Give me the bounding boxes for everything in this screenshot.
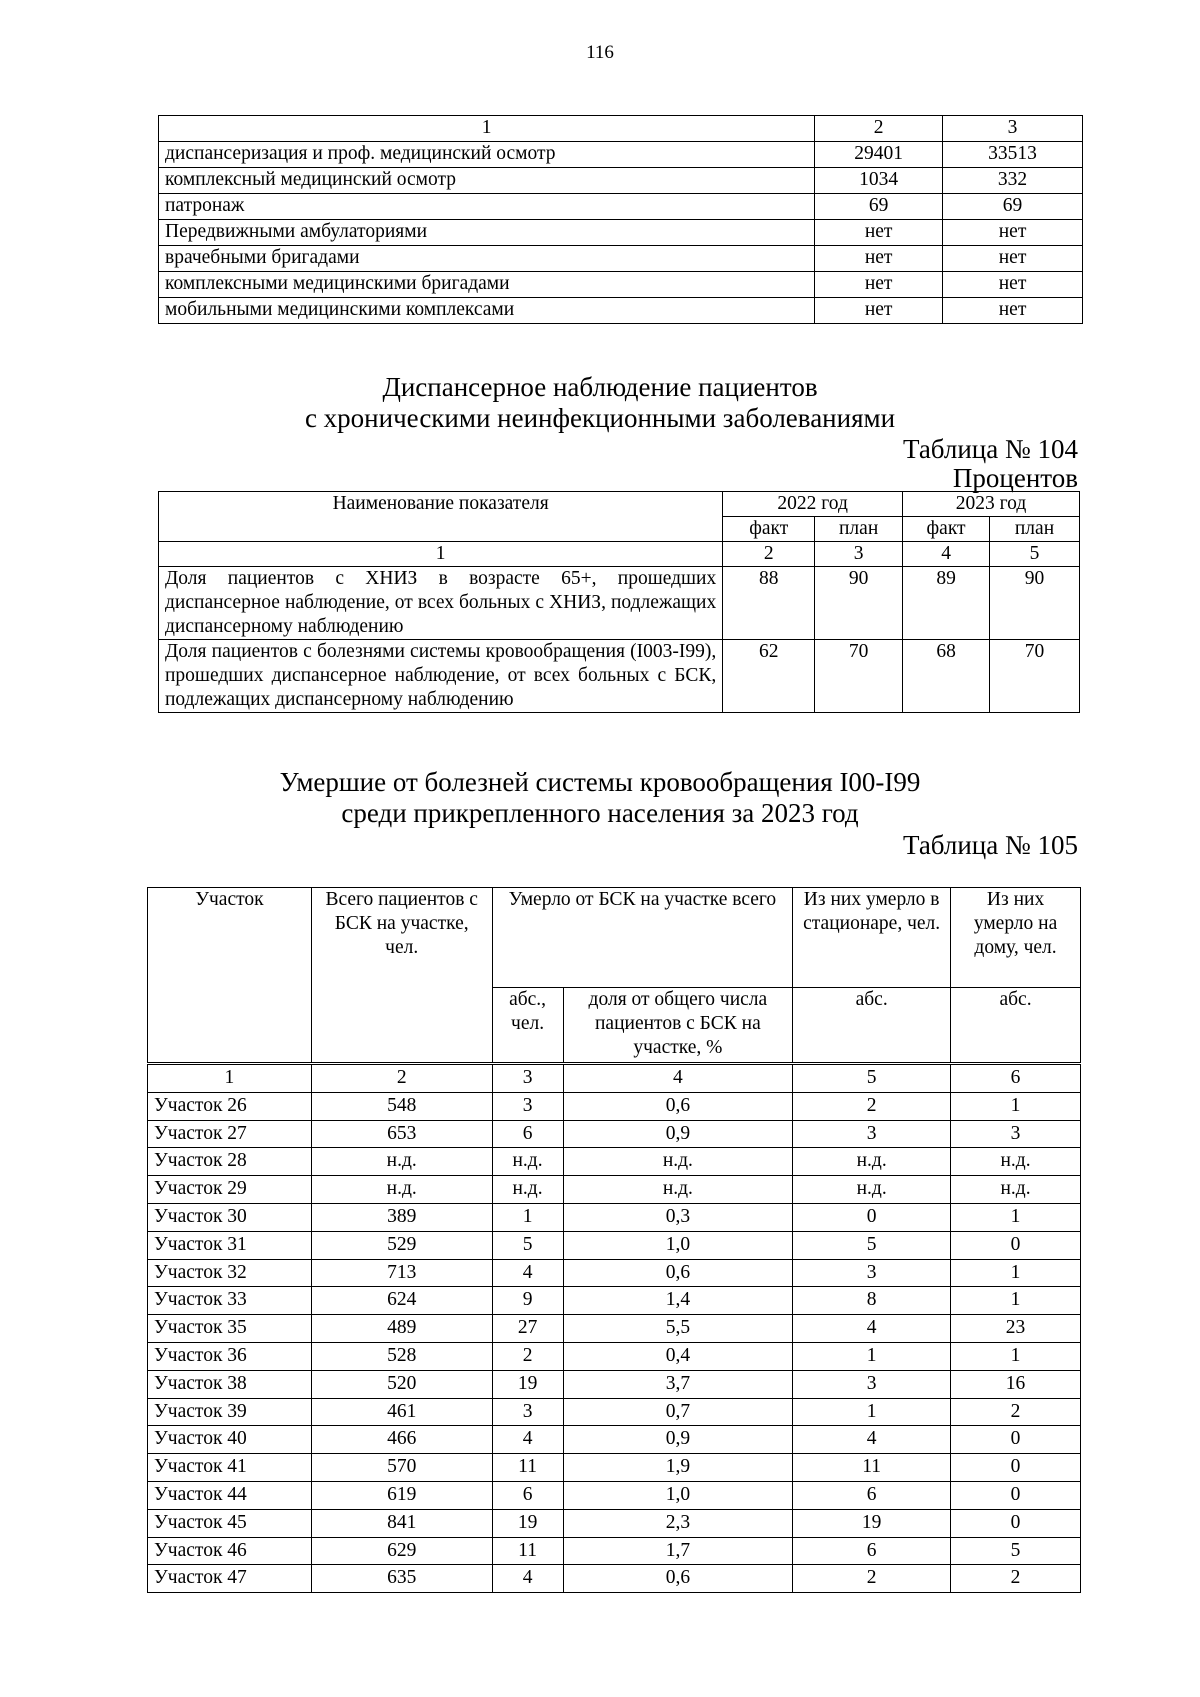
row-label: врачебными бригадами (159, 246, 815, 272)
header-plan: план (815, 517, 903, 542)
value-fact-2023: 89 (903, 567, 990, 640)
row-label: комплексными медицинскими бригадами (159, 272, 815, 298)
column-number: 1 (159, 542, 723, 567)
column-numbers-row (159, 542, 1080, 567)
table-row (159, 168, 1083, 194)
died-hospital: 5 (793, 1231, 951, 1259)
died-home: 1 (951, 1287, 1081, 1315)
column-numbers-row (148, 1064, 1081, 1093)
value-fact-2022: 62 (723, 640, 815, 713)
table-header-row (159, 116, 1083, 142)
died-abs: 5 (492, 1231, 563, 1259)
died-abs: 2 (492, 1342, 563, 1370)
header-fact: факт (903, 517, 990, 542)
section-104-title-line1: Диспансерное наблюдение пациентов (382, 372, 818, 402)
total-patients: 548 (311, 1092, 492, 1120)
value-plan-2022: 90 (815, 567, 903, 640)
died-home: 3 (951, 1120, 1081, 1148)
table-row (148, 1342, 1081, 1370)
table-row (148, 1287, 1081, 1315)
total-patients: н.д. (311, 1148, 492, 1176)
column-number: 1 (148, 1064, 312, 1093)
died-home: 2 (951, 1398, 1081, 1426)
died-share: н.д. (563, 1176, 793, 1204)
total-patients: 461 (311, 1398, 492, 1426)
total-patients: 841 (311, 1509, 492, 1537)
column-number: 3 (492, 1064, 563, 1093)
header-abs-people: абс., чел. (492, 988, 563, 1064)
died-hospital: 0 (793, 1203, 951, 1231)
died-share: 1,7 (563, 1537, 793, 1565)
site-name: Участок 33 (148, 1287, 312, 1315)
died-hospital: 1 (793, 1342, 951, 1370)
died-share: 0,6 (563, 1259, 793, 1287)
header-year-2023: 2023 год (903, 492, 1080, 517)
value-plan-2022: 70 (815, 640, 903, 713)
died-share: 2,3 (563, 1509, 793, 1537)
table-row (148, 1148, 1081, 1176)
value-col2: нет (815, 272, 943, 298)
table-row (159, 567, 1080, 640)
table-row (159, 272, 1083, 298)
died-home: 23 (951, 1315, 1081, 1343)
site-name: Участок 36 (148, 1342, 312, 1370)
header-fact: факт (723, 517, 815, 542)
total-patients: 520 (311, 1370, 492, 1398)
table-row (159, 298, 1083, 324)
value-col3: 332 (943, 168, 1083, 194)
header-abs: абс. (951, 988, 1081, 1064)
died-hospital: 3 (793, 1259, 951, 1287)
died-share: 3,7 (563, 1370, 793, 1398)
site-name: Участок 27 (148, 1120, 312, 1148)
table-row (148, 1092, 1081, 1120)
table-row (148, 1231, 1081, 1259)
column-number: 3 (943, 116, 1083, 142)
row-label: диспансеризация и проф. медицинский осмотр (159, 142, 815, 168)
died-hospital: 3 (793, 1120, 951, 1148)
total-patients: 529 (311, 1231, 492, 1259)
value-col3: нет (943, 220, 1083, 246)
total-patients: 389 (311, 1203, 492, 1231)
table-104-label: Таблица № 104 (903, 434, 1078, 464)
site-name: Участок 46 (148, 1537, 312, 1565)
indicator-name: Доля пациентов с ХНИЗ в возрасте 65+, прошедших диспансерное наблюдение, от всех больных с ХНИЗ, подлежащих диспансерному наблюдению (159, 567, 723, 640)
died-abs: 4 (492, 1259, 563, 1287)
column-number: 4 (563, 1064, 793, 1093)
table-row (148, 1120, 1081, 1148)
table-row (148, 1315, 1081, 1343)
column-number: 2 (723, 542, 815, 567)
row-label: мобильными медицинскими комплексами (159, 298, 815, 324)
table-row (148, 1509, 1081, 1537)
section-104-title-line2: с хроническими неинфекционными заболеваниями (304, 403, 896, 433)
died-abs: 4 (492, 1426, 563, 1454)
site-name: Участок 45 (148, 1509, 312, 1537)
died-hospital: 3 (793, 1370, 951, 1398)
table-105-label: Таблица № 105 (903, 830, 1078, 860)
header-died-hospital: Из них умерло в стационаре, чел. (793, 888, 951, 988)
died-hospital: 19 (793, 1509, 951, 1537)
total-patients: 489 (311, 1315, 492, 1343)
total-patients: 466 (311, 1426, 492, 1454)
table-row (148, 1370, 1081, 1398)
table-row (148, 1426, 1081, 1454)
services-table (158, 115, 1083, 324)
table-header-row (159, 492, 1080, 517)
header-year-2022: 2022 год (723, 492, 903, 517)
died-share: 0,7 (563, 1398, 793, 1426)
header-died-total: Умерло от БСК на участке всего (492, 888, 793, 988)
total-patients: 528 (311, 1342, 492, 1370)
died-home: 1 (951, 1203, 1081, 1231)
died-home: 1 (951, 1092, 1081, 1120)
died-share: 1,9 (563, 1454, 793, 1482)
table-104 (158, 491, 1080, 713)
value-col3: нет (943, 298, 1083, 324)
died-home: 1 (951, 1342, 1081, 1370)
died-hospital: 4 (793, 1426, 951, 1454)
table-105 (147, 887, 1081, 1593)
header-abs: абс. (793, 988, 951, 1064)
died-share: 1,0 (563, 1231, 793, 1259)
value-col2: нет (815, 246, 943, 272)
table-row (159, 142, 1083, 168)
table-104-unit: Процентов (952, 463, 1078, 493)
value-col3: 33513 (943, 142, 1083, 168)
total-patients: н.д. (311, 1176, 492, 1204)
died-abs: н.д. (492, 1176, 563, 1204)
table-row (148, 1259, 1081, 1287)
value-col2: нет (815, 298, 943, 324)
site-name: Участок 32 (148, 1259, 312, 1287)
value-col3: нет (943, 272, 1083, 298)
died-abs: 6 (492, 1481, 563, 1509)
died-abs: 1 (492, 1203, 563, 1231)
table-header-row (148, 888, 1081, 988)
died-hospital: 4 (793, 1315, 951, 1343)
site-name: Участок 39 (148, 1398, 312, 1426)
died-hospital: 8 (793, 1287, 951, 1315)
site-name: Участок 28 (148, 1148, 312, 1176)
died-abs: н.д. (492, 1148, 563, 1176)
table-row (148, 1537, 1081, 1565)
row-label: комплексный медицинский осмотр (159, 168, 815, 194)
died-home: 0 (951, 1509, 1081, 1537)
value-col3: нет (943, 246, 1083, 272)
died-home: 0 (951, 1231, 1081, 1259)
value-col2: 29401 (815, 142, 943, 168)
column-number: 1 (159, 116, 815, 142)
died-share: 0,9 (563, 1426, 793, 1454)
value-col3: 69 (943, 194, 1083, 220)
column-number: 2 (815, 116, 943, 142)
site-name: Участок 31 (148, 1231, 312, 1259)
table-row (148, 1481, 1081, 1509)
died-share: 5,5 (563, 1315, 793, 1343)
value-fact-2023: 68 (903, 640, 990, 713)
died-home: 1 (951, 1259, 1081, 1287)
died-hospital: 6 (793, 1481, 951, 1509)
died-share: 0,3 (563, 1203, 793, 1231)
site-name: Участок 38 (148, 1370, 312, 1398)
value-col2: нет (815, 220, 943, 246)
died-share: 1,4 (563, 1287, 793, 1315)
total-patients: 653 (311, 1120, 492, 1148)
table-row (159, 246, 1083, 272)
value-col2: 69 (815, 194, 943, 220)
died-home: 2 (951, 1565, 1081, 1593)
died-share: 0,9 (563, 1120, 793, 1148)
table-row (148, 1176, 1081, 1204)
died-abs: 3 (492, 1092, 563, 1120)
total-patients: 713 (311, 1259, 492, 1287)
column-number: 4 (903, 542, 990, 567)
site-name: Участок 26 (148, 1092, 312, 1120)
header-site: Участок (148, 888, 312, 1064)
table-row (148, 1565, 1081, 1593)
total-patients: 570 (311, 1454, 492, 1482)
died-share: н.д. (563, 1148, 793, 1176)
died-share: 1,0 (563, 1481, 793, 1509)
died-share: 0,4 (563, 1342, 793, 1370)
died-hospital: 1 (793, 1398, 951, 1426)
site-name: Участок 47 (148, 1565, 312, 1593)
site-name: Участок 44 (148, 1481, 312, 1509)
died-home: н.д. (951, 1176, 1081, 1204)
header-share: доля от общего числа пациентов с БСК на участке, % (563, 988, 793, 1064)
total-patients: 624 (311, 1287, 492, 1315)
died-abs: 11 (492, 1537, 563, 1565)
site-name: Участок 41 (148, 1454, 312, 1482)
died-abs: 6 (492, 1120, 563, 1148)
site-name: Участок 35 (148, 1315, 312, 1343)
site-name: Участок 30 (148, 1203, 312, 1231)
table-row (159, 194, 1083, 220)
page-number: 116 (586, 42, 614, 63)
died-abs: 19 (492, 1370, 563, 1398)
indicator-name: Доля пациентов с болезнями системы кровообращения (I003-I99), прошедших диспансерное наблюдение, от всех больных с БСК, подлежащих диспансерному наблюдению (159, 640, 723, 713)
site-name: Участок 40 (148, 1426, 312, 1454)
table-row (159, 220, 1083, 246)
header-died-home: Из них умерло на дому, чел. (951, 888, 1081, 988)
died-home: 0 (951, 1481, 1081, 1509)
died-hospital: 6 (793, 1537, 951, 1565)
died-home: 0 (951, 1426, 1081, 1454)
value-col2: 1034 (815, 168, 943, 194)
died-share: 0,6 (563, 1092, 793, 1120)
value-plan-2023: 70 (990, 640, 1080, 713)
total-patients: 629 (311, 1537, 492, 1565)
died-abs: 9 (492, 1287, 563, 1315)
column-number: 3 (815, 542, 903, 567)
header-total-patients: Всего пациентов с БСК на участке, чел. (311, 888, 492, 1064)
died-home: 5 (951, 1537, 1081, 1565)
column-number: 5 (990, 542, 1080, 567)
died-hospital: н.д. (793, 1148, 951, 1176)
table-row (148, 1203, 1081, 1231)
column-number: 6 (951, 1064, 1081, 1093)
died-hospital: 11 (793, 1454, 951, 1482)
row-label: Передвижными амбулаториями (159, 220, 815, 246)
header-indicator: Наименование показателя (159, 492, 723, 542)
died-abs: 27 (492, 1315, 563, 1343)
died-home: н.д. (951, 1148, 1081, 1176)
died-home: 16 (951, 1370, 1081, 1398)
column-number: 2 (311, 1064, 492, 1093)
died-hospital: 2 (793, 1092, 951, 1120)
died-abs: 3 (492, 1398, 563, 1426)
section-105-title-line2: среди прикрепленного населения за 2023 год (341, 798, 859, 828)
died-abs: 19 (492, 1509, 563, 1537)
table-row (148, 1454, 1081, 1482)
header-plan: план (990, 517, 1080, 542)
total-patients: 635 (311, 1565, 492, 1593)
died-hospital: н.д. (793, 1176, 951, 1204)
died-hospital: 2 (793, 1565, 951, 1593)
total-patients: 619 (311, 1481, 492, 1509)
value-plan-2023: 90 (990, 567, 1080, 640)
died-abs: 11 (492, 1454, 563, 1482)
died-home: 0 (951, 1454, 1081, 1482)
site-name: Участок 29 (148, 1176, 312, 1204)
table-row (159, 640, 1080, 713)
table-row (148, 1398, 1081, 1426)
section-105-title-line1: Умершие от болезней системы кровообращения I00-I99 (279, 767, 921, 797)
row-label: патронаж (159, 194, 815, 220)
died-abs: 4 (492, 1565, 563, 1593)
column-number: 5 (793, 1064, 951, 1093)
died-share: 0,6 (563, 1565, 793, 1593)
value-fact-2022: 88 (723, 567, 815, 640)
